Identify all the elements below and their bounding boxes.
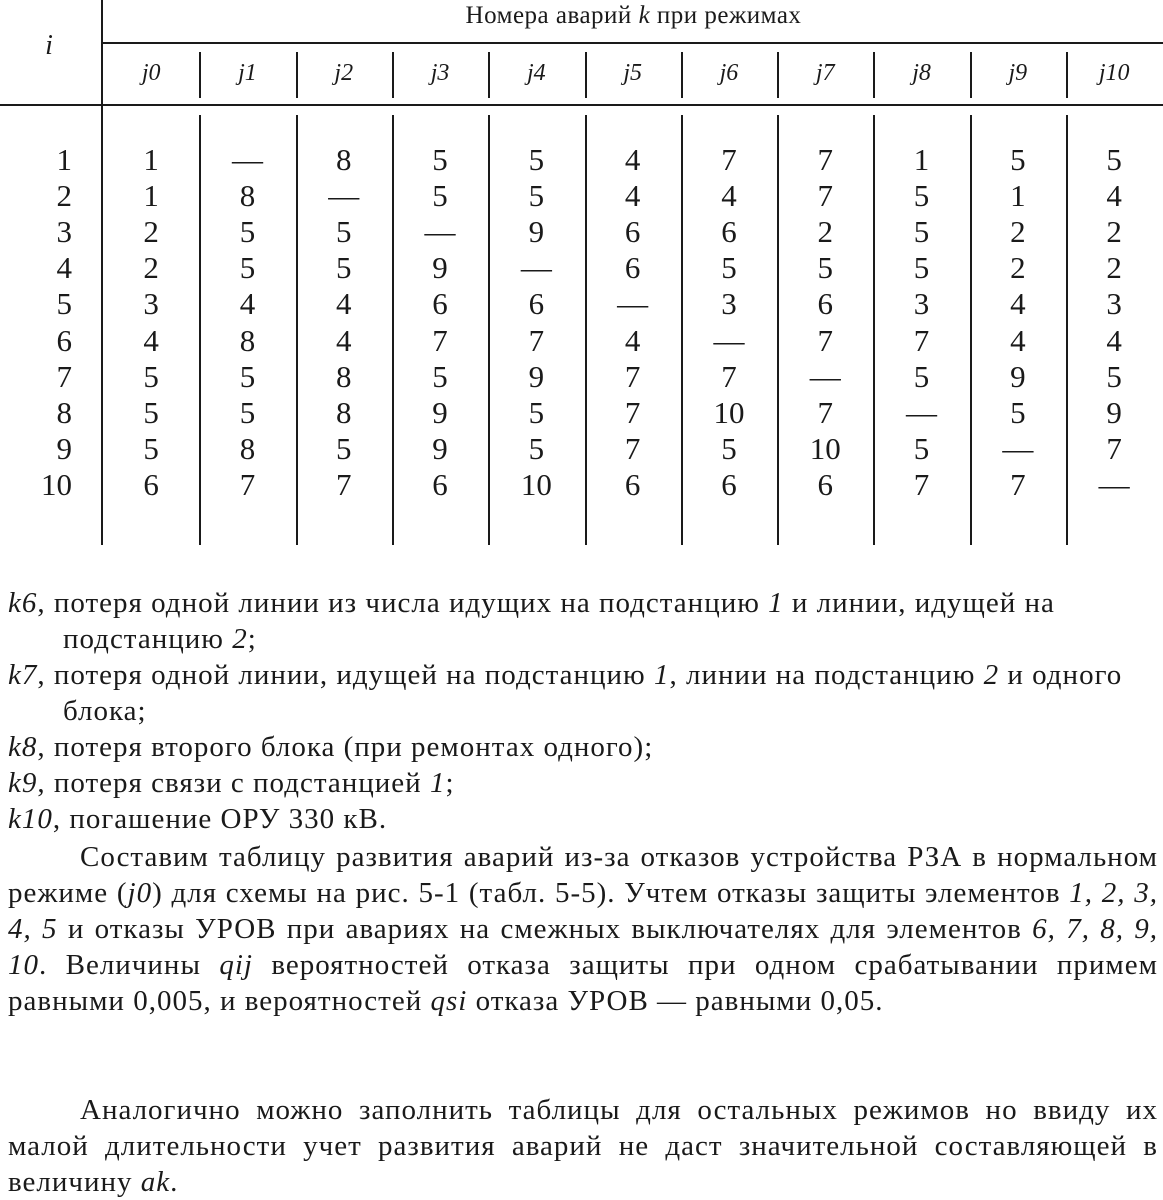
table-cell: 5 — [721, 250, 737, 286]
para2-text-1: Аналогично можно заполнить таблицы для остальных режимов но ввиду их малой длительности учет развития аварий не даст значительной составляющей в величину — [8, 1094, 1158, 1198]
table-cell: 5 — [913, 178, 930, 214]
table-cell: — — [906, 394, 938, 430]
para1-text-6: отказа УРОВ — равными 0,05. — [467, 985, 884, 1017]
row-index: 3 — [56, 214, 72, 250]
row-index: 7 — [56, 358, 72, 394]
table-cell: 6 — [624, 214, 641, 250]
definition-item — [8, 801, 1158, 837]
table-cell: — — [617, 286, 649, 322]
table-cell: 2 — [143, 214, 159, 250]
definition-item — [8, 585, 1158, 657]
caption-variable: k — [638, 2, 651, 29]
table-cell: 8 — [239, 178, 256, 214]
row-index: 5 — [56, 286, 72, 322]
table-cell: 7 — [335, 466, 352, 502]
table-cell: 7 — [817, 142, 833, 177]
definition-text: ; — [247, 623, 257, 655]
table-cell: 7 — [624, 394, 641, 430]
table-cell: 5 — [1106, 142, 1122, 177]
definition-tag: k10 — [8, 803, 53, 835]
para2-ak: ak — [140, 1166, 171, 1198]
definition-number: 2 — [983, 659, 1000, 691]
table-cell: 10 — [520, 466, 552, 502]
para1-text-1: Составим таблицу развития аварий из-за отказов устройства РЗА в нормальном режиме ( — [8, 841, 1158, 909]
table-cell: 5 — [528, 430, 545, 466]
table-cell: 5 — [817, 250, 833, 286]
caption-underline — [103, 42, 1163, 44]
table-cell: 1 — [1010, 178, 1026, 214]
table-cell: 8 — [335, 394, 352, 430]
accident-table — [0, 0, 1163, 545]
body-column-separator — [585, 115, 587, 545]
row-index: 4 — [56, 250, 72, 286]
table-cell: 5 — [1010, 142, 1026, 177]
row-index: 2 — [56, 178, 72, 214]
table-cell: 5 — [143, 394, 159, 430]
table-cell: 5 — [721, 430, 737, 466]
table-cell: 5 — [528, 142, 545, 177]
table-cell: 3 — [143, 286, 159, 322]
para1-qsi: qsi — [430, 985, 468, 1017]
definition-text: ; — [445, 767, 455, 799]
paragraph-1 — [8, 839, 1158, 1019]
table-cell: 1 — [143, 142, 159, 177]
header-column-separator — [392, 52, 394, 98]
table-cell: 9 — [432, 394, 448, 430]
table-cell: — — [424, 214, 456, 250]
table-cell: 7 — [721, 358, 737, 394]
table-cell: 3 — [721, 286, 737, 322]
table-cell: 5 — [239, 394, 256, 430]
table-cell: 5 — [1010, 394, 1026, 430]
table-cell: 2 — [1010, 250, 1026, 286]
column-header-j6: j6 — [719, 60, 739, 86]
table-cell: 5 — [432, 142, 448, 177]
column-header-j10: j10 — [1098, 60, 1130, 86]
table-cell: 9 — [1010, 358, 1026, 394]
para1-elements-1: 1, 2, 3, 4, 5 — [8, 877, 1158, 945]
table-cell: — — [713, 322, 745, 358]
definition-text: , потеря одной линии, идущей на подстанцию — [37, 659, 654, 691]
table-cell: 5 — [432, 178, 448, 214]
table-cell: 8 — [335, 142, 352, 177]
table-cell: 5 — [913, 430, 930, 466]
para1-text-3: и отказы УРОВ при авариях на смежных выключателях для элементов — [57, 913, 1033, 945]
header-column-separator — [585, 52, 587, 98]
column-header-j5: j5 — [623, 60, 642, 86]
definition-number: 1 — [653, 659, 670, 691]
column-header-j9: j9 — [1008, 60, 1028, 86]
definition-text: , потеря одной линии из числа идущих на подстанцию — [37, 587, 769, 619]
table-cell: 9 — [528, 214, 545, 250]
header-column-separator — [970, 52, 972, 98]
header-column-separator — [873, 52, 875, 98]
table-cell: 7 — [1010, 466, 1026, 502]
table-cell: 5 — [143, 358, 159, 394]
table-cell: 3 — [1106, 286, 1122, 322]
table-cell: 5 — [528, 178, 545, 214]
table-cell: 10 — [809, 430, 841, 466]
definition-tag: k8 — [8, 731, 38, 763]
table-cell: 5 — [913, 250, 930, 286]
table-cell: 5 — [143, 430, 159, 466]
para1-text-5: вероятностей отказа защиты при одном срабатывании примем равными 0,005, и вероятностей — [8, 949, 1158, 1017]
row-index: 8 — [56, 394, 72, 430]
table-cell: 7 — [624, 358, 641, 394]
table-cell: 2 — [817, 214, 833, 250]
table-cell: 6 — [624, 250, 641, 286]
table-cell: 6 — [721, 466, 737, 502]
definition-text: и одного блока; — [63, 659, 1123, 727]
table-cell: 6 — [624, 466, 641, 502]
header-column-separator — [296, 52, 298, 98]
para1-qij: qij — [219, 949, 253, 981]
body-column-separator — [488, 115, 490, 545]
table-cell: 6 — [432, 286, 448, 322]
table-cell: 6 — [432, 466, 448, 502]
table-cell: 5 — [335, 250, 352, 286]
table-cell: 2 — [1010, 214, 1026, 250]
table-cell: 2 — [1106, 250, 1122, 286]
table-cell: 5 — [239, 250, 256, 286]
table-cell: 7 — [239, 466, 256, 502]
table-caption — [104, 2, 1163, 30]
definition-text: , линии на подстанцию — [669, 659, 984, 691]
table-cell: 3 — [913, 286, 930, 322]
table-cell: 8 — [239, 430, 256, 466]
table-cell: 6 — [528, 286, 545, 322]
header-column-separator — [199, 52, 201, 98]
para1-mode: j0 — [127, 877, 153, 909]
table-cell: 6 — [817, 466, 833, 502]
table-cell: — — [328, 178, 360, 214]
table-cell: 4 — [624, 142, 641, 177]
table-cell: — — [231, 142, 263, 177]
table-cell: 4 — [239, 286, 256, 322]
table-cell: 7 — [817, 322, 833, 358]
definition-item — [8, 729, 1158, 765]
body-column-separator — [777, 115, 779, 545]
header-column-separator — [777, 52, 779, 98]
table-cell: 4 — [143, 322, 159, 358]
table-cell: 5 — [239, 214, 256, 250]
body-column-separator — [681, 115, 683, 545]
table-cell: 10 — [713, 394, 745, 430]
para1-elements-2: 6, 7, 8, 9, 10 — [8, 913, 1159, 981]
table-cell: 4 — [624, 178, 641, 214]
caption-prefix: Номера аварий — [465, 2, 632, 29]
row-index-header: i — [45, 30, 53, 61]
table-cell: 7 — [528, 322, 545, 358]
table-cell: 7 — [913, 322, 930, 358]
body-column-separator — [296, 115, 298, 545]
header-bottom-rule — [0, 104, 1163, 106]
table-cell: 4 — [335, 322, 352, 358]
table-cell: — — [809, 358, 841, 394]
table-cell: 2 — [143, 250, 159, 286]
body-column-separator — [970, 115, 972, 545]
table-cell: 5 — [528, 394, 545, 430]
table-cell: 7 — [721, 142, 737, 177]
table-cell: 1 — [913, 142, 930, 177]
header-column-separator — [1066, 52, 1068, 98]
definition-number: 1 — [429, 767, 446, 799]
body-column-separator — [199, 115, 201, 545]
caption-suffix: при режимах — [656, 2, 802, 29]
column-header-j7: j7 — [815, 60, 835, 86]
column-header-j4: j4 — [527, 60, 546, 86]
column-header-j0: j0 — [141, 60, 161, 86]
definition-text: и линии, идущей на подстанцию — [63, 587, 1055, 655]
table-cell: 5 — [335, 430, 352, 466]
table-cell: 9 — [432, 430, 448, 466]
table-cell: 4 — [1106, 322, 1122, 358]
table-cell: 4 — [721, 178, 737, 214]
table-cell: 9 — [528, 358, 545, 394]
row-index: 1 — [56, 142, 72, 177]
body-column-separator — [392, 115, 394, 545]
definition-item — [8, 657, 1158, 729]
table-cell: — — [520, 250, 552, 286]
body-column-separator — [873, 115, 875, 545]
definition-tag: k9 — [8, 767, 38, 799]
row-index: 6 — [56, 322, 72, 358]
table-cell: 6 — [721, 214, 737, 250]
table-cell: 5 — [913, 358, 930, 394]
definition-text: , потеря связи с подстанцией — [37, 767, 430, 799]
table-cell: 4 — [1106, 178, 1122, 214]
table-cell: 4 — [335, 286, 352, 322]
para1-text-4: . Величины — [39, 949, 220, 981]
table-cell: 5 — [1106, 358, 1122, 394]
table-cell: 6 — [817, 286, 833, 322]
definition-text: , погашение ОРУ 330 кВ. — [52, 803, 388, 835]
table-cell: 4 — [1010, 322, 1026, 358]
definition-text: , потеря второго блока (при ремонтах одного); — [37, 731, 654, 763]
table-cell: 7 — [624, 430, 641, 466]
table-cell: 7 — [913, 466, 930, 502]
header-column-separator — [681, 52, 683, 98]
table-cell: 5 — [913, 214, 930, 250]
table-cell: — — [1098, 466, 1130, 502]
definition-number: 1 — [768, 587, 784, 619]
table-cell: 6 — [143, 466, 159, 502]
definition-tag: k7 — [8, 659, 38, 691]
table-cell: 4 — [624, 322, 641, 358]
para1-text-2: ) для схемы на рис. 5-1 (табл. 5-5). Учтем отказы защиты элементов — [152, 877, 1070, 909]
table-cell: 2 — [1106, 214, 1122, 250]
header-column-separator — [488, 52, 490, 98]
row-index: 10 — [41, 466, 72, 502]
table-cell: 5 — [432, 358, 448, 394]
paragraph-2 — [8, 1092, 1158, 1200]
table-cell: 7 — [432, 322, 448, 358]
table-cell: 7 — [1106, 430, 1122, 466]
table-cell: 9 — [1106, 394, 1122, 430]
table-cell: 9 — [432, 250, 448, 286]
para2-text-2: . — [170, 1166, 179, 1198]
row-index: 9 — [56, 430, 72, 466]
definition-number: 2 — [232, 623, 248, 655]
table-cell: 4 — [1010, 286, 1026, 322]
column-header-j3: j3 — [430, 60, 450, 86]
table-cell: 1 — [143, 178, 159, 214]
definition-item — [8, 765, 1158, 801]
table-cell: 7 — [817, 178, 833, 214]
column-header-j1: j1 — [238, 60, 257, 86]
table-cell: 8 — [335, 358, 352, 394]
body-column-separator — [1066, 115, 1068, 545]
column-header-j2: j2 — [334, 60, 354, 86]
table-cell: 8 — [239, 322, 256, 358]
table-cell: — — [1002, 430, 1034, 466]
table-cell: 5 — [335, 214, 352, 250]
accident-definitions — [8, 585, 1158, 837]
column-header-j8: j8 — [912, 60, 931, 86]
table-cell: 5 — [239, 358, 256, 394]
definition-tag: k6 — [8, 587, 38, 619]
table-cell: 7 — [817, 394, 833, 430]
